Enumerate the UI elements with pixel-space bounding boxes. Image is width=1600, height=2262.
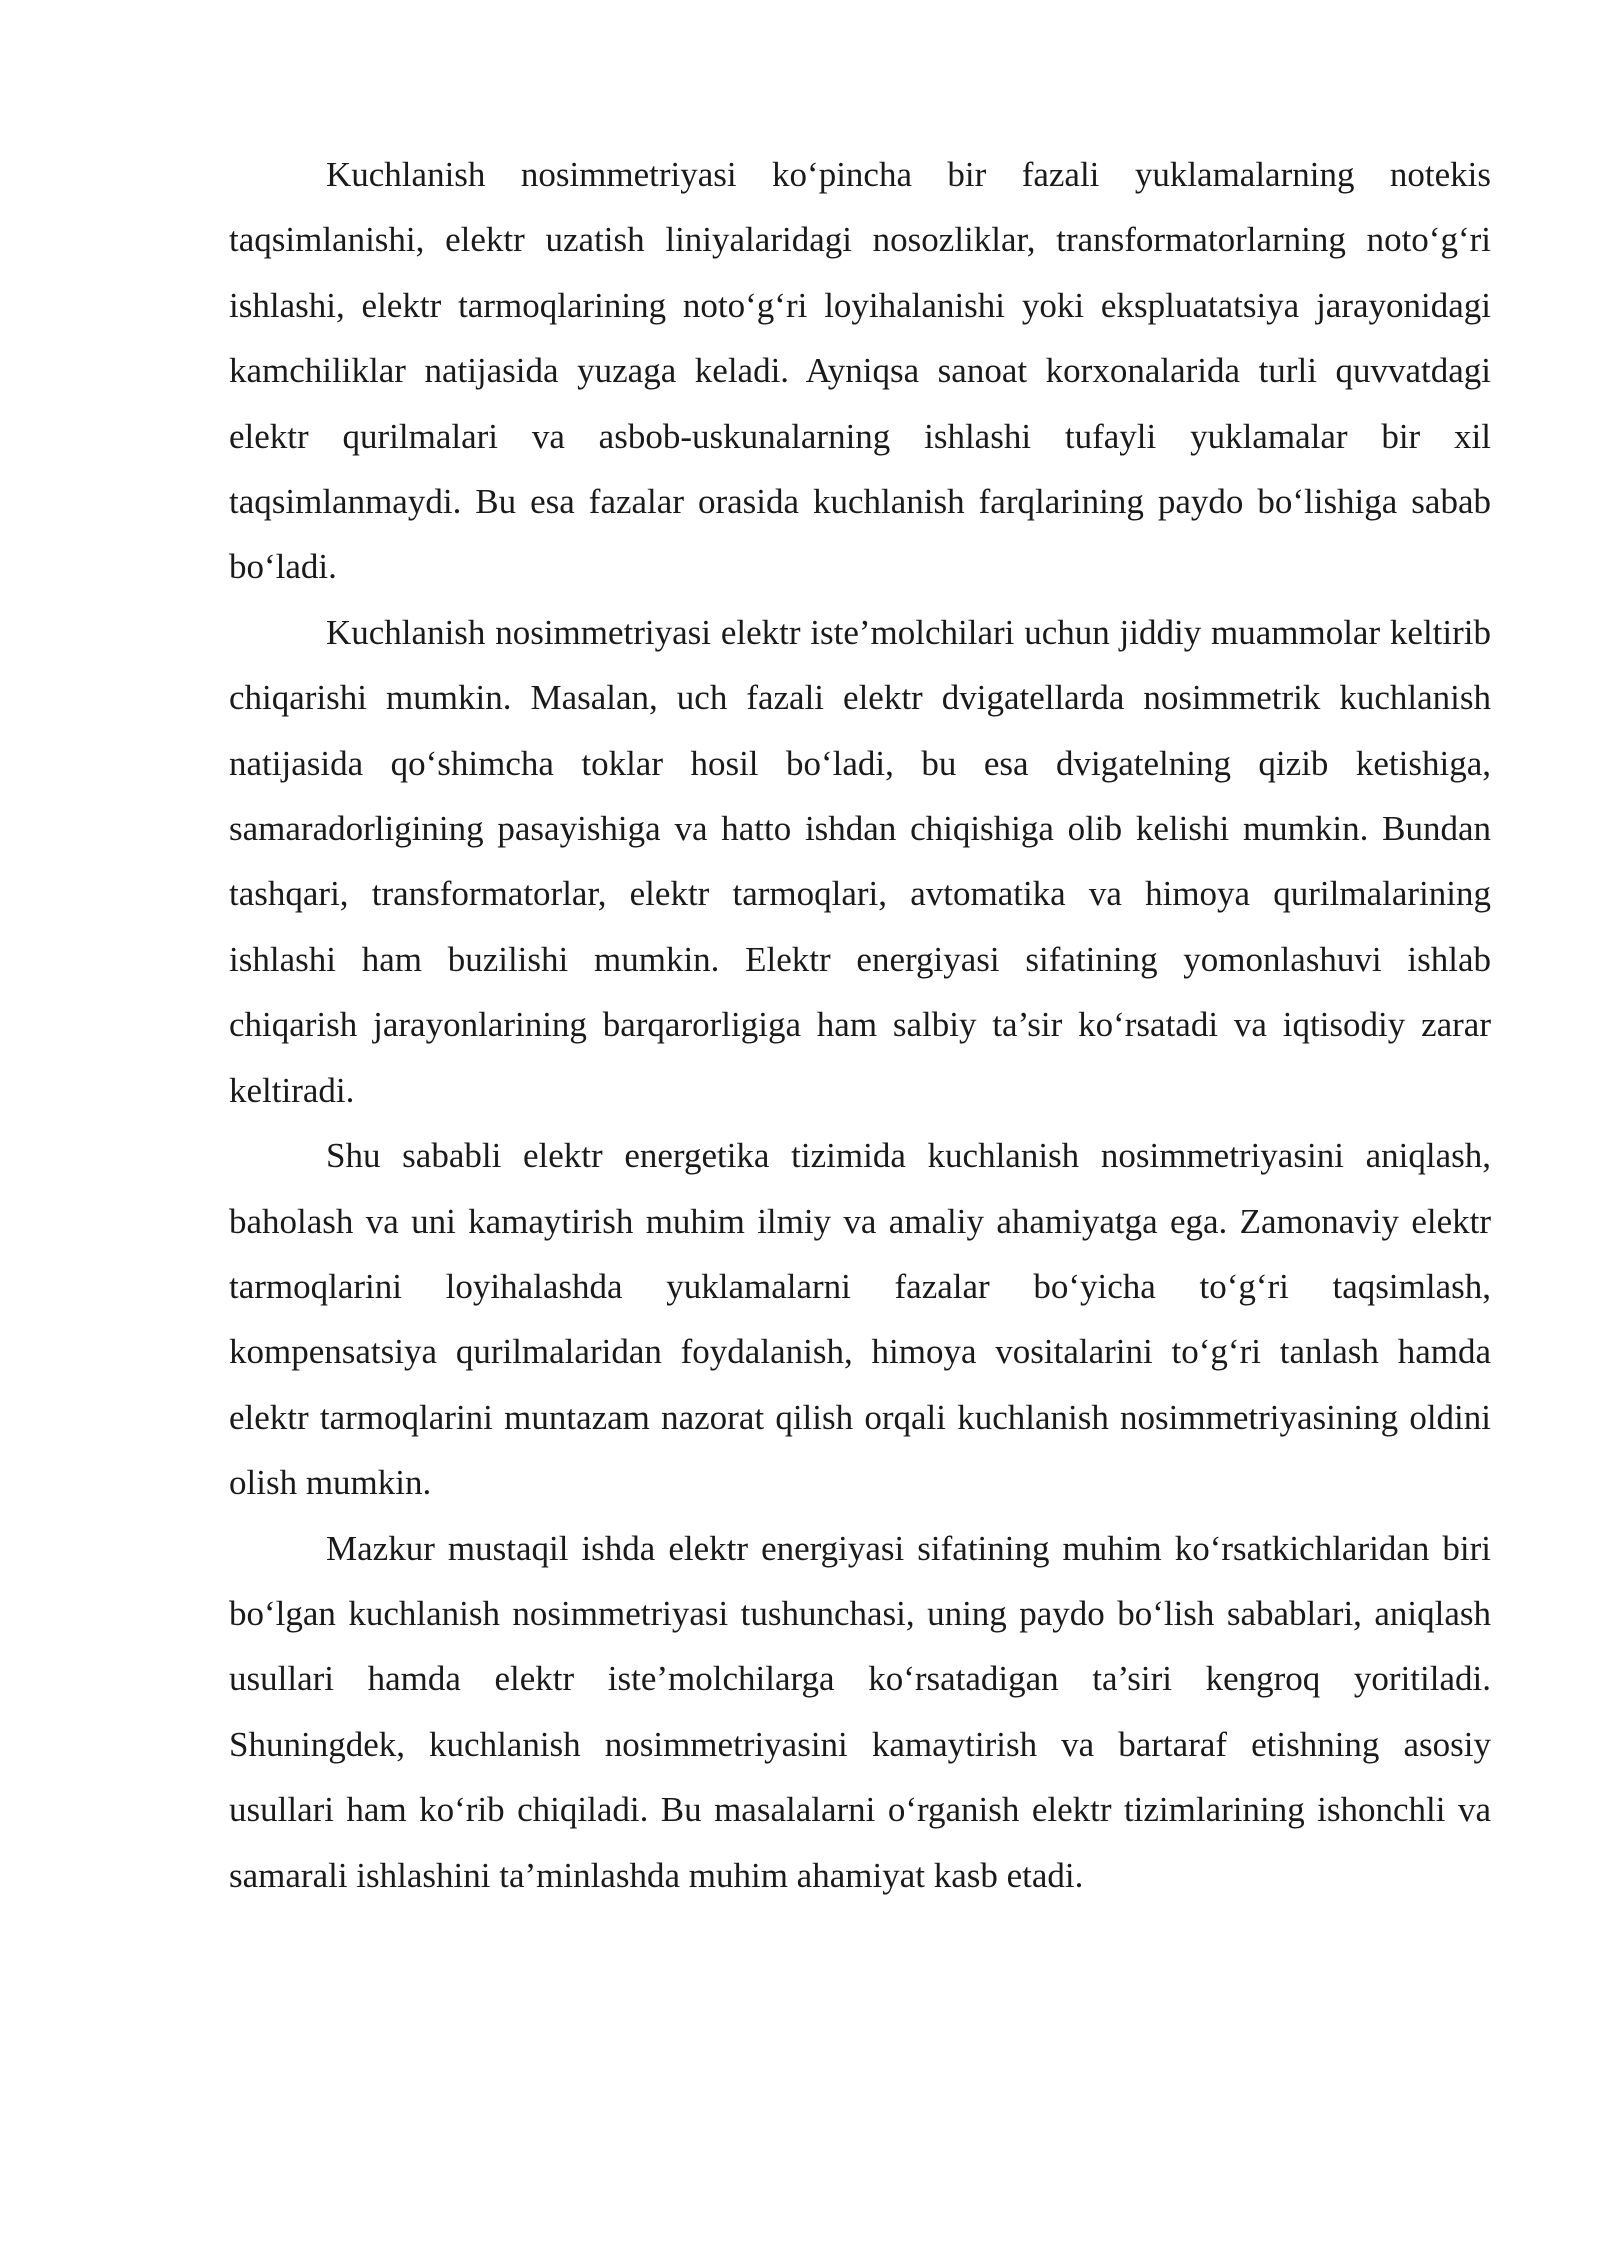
paragraph-1: Kuchlanish nosimmetriyasi ko‘pincha bir fazali yuklamalarning notekis taqsimlanishi, elektr uzatish liniyalaridagi nosozliklar, transformatorlarning noto‘g‘ri ishlashi, elektr tarmoqlarining noto‘g‘ri loyihalanishi yoki ekspluatatsiya jarayonidagi kamchiliklar natijasida yuzaga keladi. Ayniqsa sanoat korxonalarida turli quvvatdagi elektr qurilmalari va asbob-uskunalarning ishlashi tufayli yuklamalar bir xil taqsimlanmaydi. Bu esa fazalar orasida kuchlanish farqlarining paydo bo‘lishiga sabab bo‘ladi. [229, 155, 1491, 587]
paragraph-4: Mazkur mustaqil ishda elektr energiyasi sifatining muhim ko‘rsatkichlaridan biri bo‘lgan kuchlanish nosimmetriyasi tushunchasi, uning paydo bo‘lish sabablari, aniqlash usullari hamda elektr iste’molchilarga ko‘rsatadigan ta’siri kengroq yoritiladi. Shuningdek, kuchlanish nosimmetriyasini kamaytirish va bartaraf etishning asosiy usullari ham ko‘rib chiqiladi. Bu masalalarni o‘rganish elektr tizimlarining ishonchli va samarali ishlashini ta’minlashda muhim ahamiyat kasb etadi. [229, 1528, 1491, 1895]
document-page [229, 142, 1491, 1908]
paragraph-2: Kuchlanish nosimmetriyasi elektr iste’molchilari uchun jiddiy muammolar keltirib chiqarishi mumkin. Masalan, uch fazali elektr dvigatellarda nosimmetrik kuchlanish natijasida qo‘shimcha toklar hosil bo‘ladi, bu esa dvigatelning qizib ketishiga, samaradorligining pasayishiga va hatto ishdan chiqishiga olib kelishi mumkin. Bundan tashqari, transformatorlar, elektr tarmoqlari, avtomatika va himoya qurilmalarining ishlashi ham buzilishi mumkin. Elektr energiyasi sifatining yomonlashuvi ishlab chiqarish jarayonlarining barqarorligiga ham salbiy ta’sir ko‘rsatadi va iqtisodiy zarar keltiradi. [229, 612, 1491, 1110]
paragraph-3: Shu sababli elektr energetika tizimida kuchlanish nosimmetriyasini aniqlash, baholash va uni kamaytirish muhim ilmiy va amaliy ahamiyatga ega. Zamonaviy elektr tarmoqlarini loyihalashda yuklamalarni fazalar bo‘yicha to‘g‘ri taqsimlash, kompensatsiya qurilmalaridan foydalanish, himoya vositalarini to‘g‘ri tanlash hamda elektr tarmoqlarini muntazam nazorat qilish orqali kuchlanish nosimmetriyasining oldini olish mumkin. [229, 1136, 1491, 1503]
